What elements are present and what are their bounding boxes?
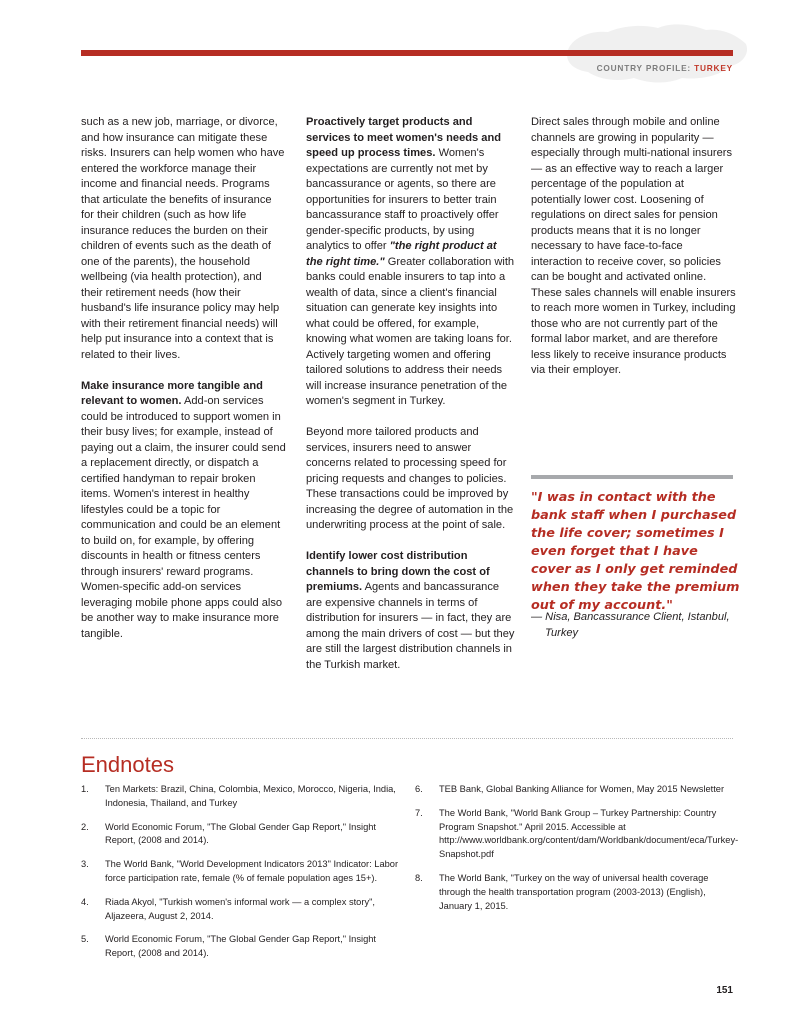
endnote-text: Riada Akyol, "Turkish women's informal work — a complex story", Aljazeera, August 2, 2014.: [105, 896, 375, 921]
col2-lead-heading-1: Proactively target products and services to meet women's needs and speed up process times.: [306, 116, 502, 159]
col2-paragraph-1: [306, 115, 516, 410]
endnote-text: TEB Bank, Global Banking Alliance for Women, May 2015 Newsletter: [439, 784, 725, 794]
endnote-text: The World Bank, "Turkey on the way of universal health coverage through the health transportation program (2003-2013) (English), January 1, 2015.: [439, 872, 709, 911]
endnote-item: [81, 783, 401, 811]
endnote-item: [81, 821, 401, 849]
endnote-text: World Economic Forum, "The Global Gender Gap Report," Insight Report, (2008 and 2014).: [105, 821, 376, 846]
endnote-text: The World Bank, "World Bank Group – Turkey Partnership: Country Program Snapshot." April 2015. Accessible at http://www.worldbank.org/content/dam/Worldbank/document/eca/Turkey-Snapshot.pdf: [439, 807, 739, 860]
endnote-item: [81, 896, 401, 924]
pull-quote: "I was in contact with the bank staff when I purchased the life cover; sometimes I even forget that I have cover as I only get reminded when they take the premium out of my account.": [531, 490, 740, 613]
endnote-item: [81, 933, 401, 961]
profile-country: TURKEY: [694, 63, 733, 73]
col2-paragraph-1-body-b: Greater collaboration with banks could enable insurers to tap into a wealth of data, since a client's financial situation can generate key insights into what could be offered, for example, knowing what women are taking loans for. Actively targeting women and offering tailored solutions to address their needs will increase insurance penetration of the women's segment in Turkey.: [306, 255, 515, 407]
endnote-item: [415, 872, 735, 913]
endnotes-list-left: [81, 783, 401, 971]
col3-paragraph-1: Direct sales through mobile and online channels are growing in popularity — especially through multi-national insurers — as an effective way to reach a larger percentage of the population at potentially lower cost. Loosening of regulations on direct sales for pension products means that it is no longer necessary to have face-to-face interaction to receive cover, so policies can be bought and activated online. These sales channels will enable insurers to reach more women in Turkey, including those who are not currently part of the formal labor market, and are therefore less likely to receive insurance products via their employer.: [531, 116, 736, 376]
top-rule: [81, 50, 733, 56]
col2-paragraph-3-body: Agents and bancassurance are expensive channels in terms of distribution for insurers — in fact, they are among the main drivers of cost — but they are still the largest distribution channels in the Turkish market.: [306, 581, 515, 671]
endnote-number: 8.: [415, 872, 423, 883]
endnote-item: [415, 807, 739, 862]
quote-rule: [531, 475, 733, 479]
column-2: [306, 115, 516, 689]
country-profile-label: [597, 63, 733, 73]
column-3: [531, 115, 736, 394]
endnotes-heading: Endnotes: [81, 752, 174, 777]
endnote-number: 4.: [81, 896, 89, 907]
quote-attribution: — Nisa, Bancassurance Client, Istanbul, Turkey: [531, 611, 730, 639]
col2-paragraph-1-body-a: Women's expectations are currently not met by bancassurance or agents, so there are opportunities for insurers to better train bancassurance staff to proactively offer gender-specific products, by using analytics to offer: [306, 147, 499, 252]
col1-paragraph-2-body: Add-on services could be introduced to support women in their busy lives; for example, instead of paying out a claim, the insurer could send a replacement directly, or dispatch a certified handyman to repair broken items. Women's interest in healthy lifestyles could be a topic for communication and could be an element to build on, for example, by offering discounts in health or fitness centers through insurers' reward programs. Women-specific add-on services leveraging mobile phone apps could also be another way to make insurance more tangible.: [81, 395, 286, 640]
col2-emphasis: "the right product at the right time.": [306, 240, 497, 268]
page-number: 151: [716, 985, 733, 996]
col1-paragraph-2: [81, 379, 286, 643]
col1-lead-heading: Make insurance more tangible and relevant to women.: [81, 379, 263, 407]
endnote-text: World Economic Forum, "The Global Gender Gap Report," Insight Report, (2008 and 2014).: [105, 934, 376, 959]
col2-paragraph-2: Beyond more tailored products and services, insurers need to answer concerns related to processing speed for pricing requests and changes to policies. These transactions could be improved by increasing the degree of automation in the underwriting process at the point of sale.: [306, 426, 514, 531]
column-1: [81, 115, 286, 658]
endnote-text: The World Bank, "World Development Indicators 2013" Indicator: Labor force participation rate, female (% of female population ages 15+).: [105, 859, 399, 883]
col1-paragraph-1: such as a new job, marriage, or divorce, and how insurance can mitigate these risks. Insurers can help women who have entered the workforce manage their income and financial needs. Programs that articulate the benefits of insurance for their children (such as how life insurance reduces the burden on their children of events such as the death of one of the parents), the household wellbeing (via health protection), and their retirement needs (how their husband's life insurance policy may help with their retirement financial needs) will help put insurance into a context that is related to their lives.: [81, 116, 285, 361]
endnote-number: 7.: [415, 807, 423, 818]
endnote-text: Ten Markets: Brazil, China, Colombia, Mexico, Morocco, Nigeria, India, Indonesia, Thailand, and Turkey: [105, 784, 396, 808]
endnote-number: 6.: [415, 784, 423, 794]
endnote-number: 3.: [81, 859, 89, 870]
endnotes-divider: [81, 738, 733, 739]
endnote-item: [81, 858, 401, 886]
col2-paragraph-3: [306, 549, 516, 673]
endnote-number: 5.: [81, 934, 89, 945]
profile-prefix: COUNTRY PROFILE:: [596, 63, 691, 73]
endnotes-list-right: [415, 783, 739, 923]
endnote-number: 1.: [81, 784, 89, 794]
endnote-number: 2.: [81, 821, 89, 832]
endnote-item: [415, 783, 735, 797]
col2-lead-heading-3: Identify lower cost distribution channels to bring down the cost of premiums.: [306, 550, 490, 593]
